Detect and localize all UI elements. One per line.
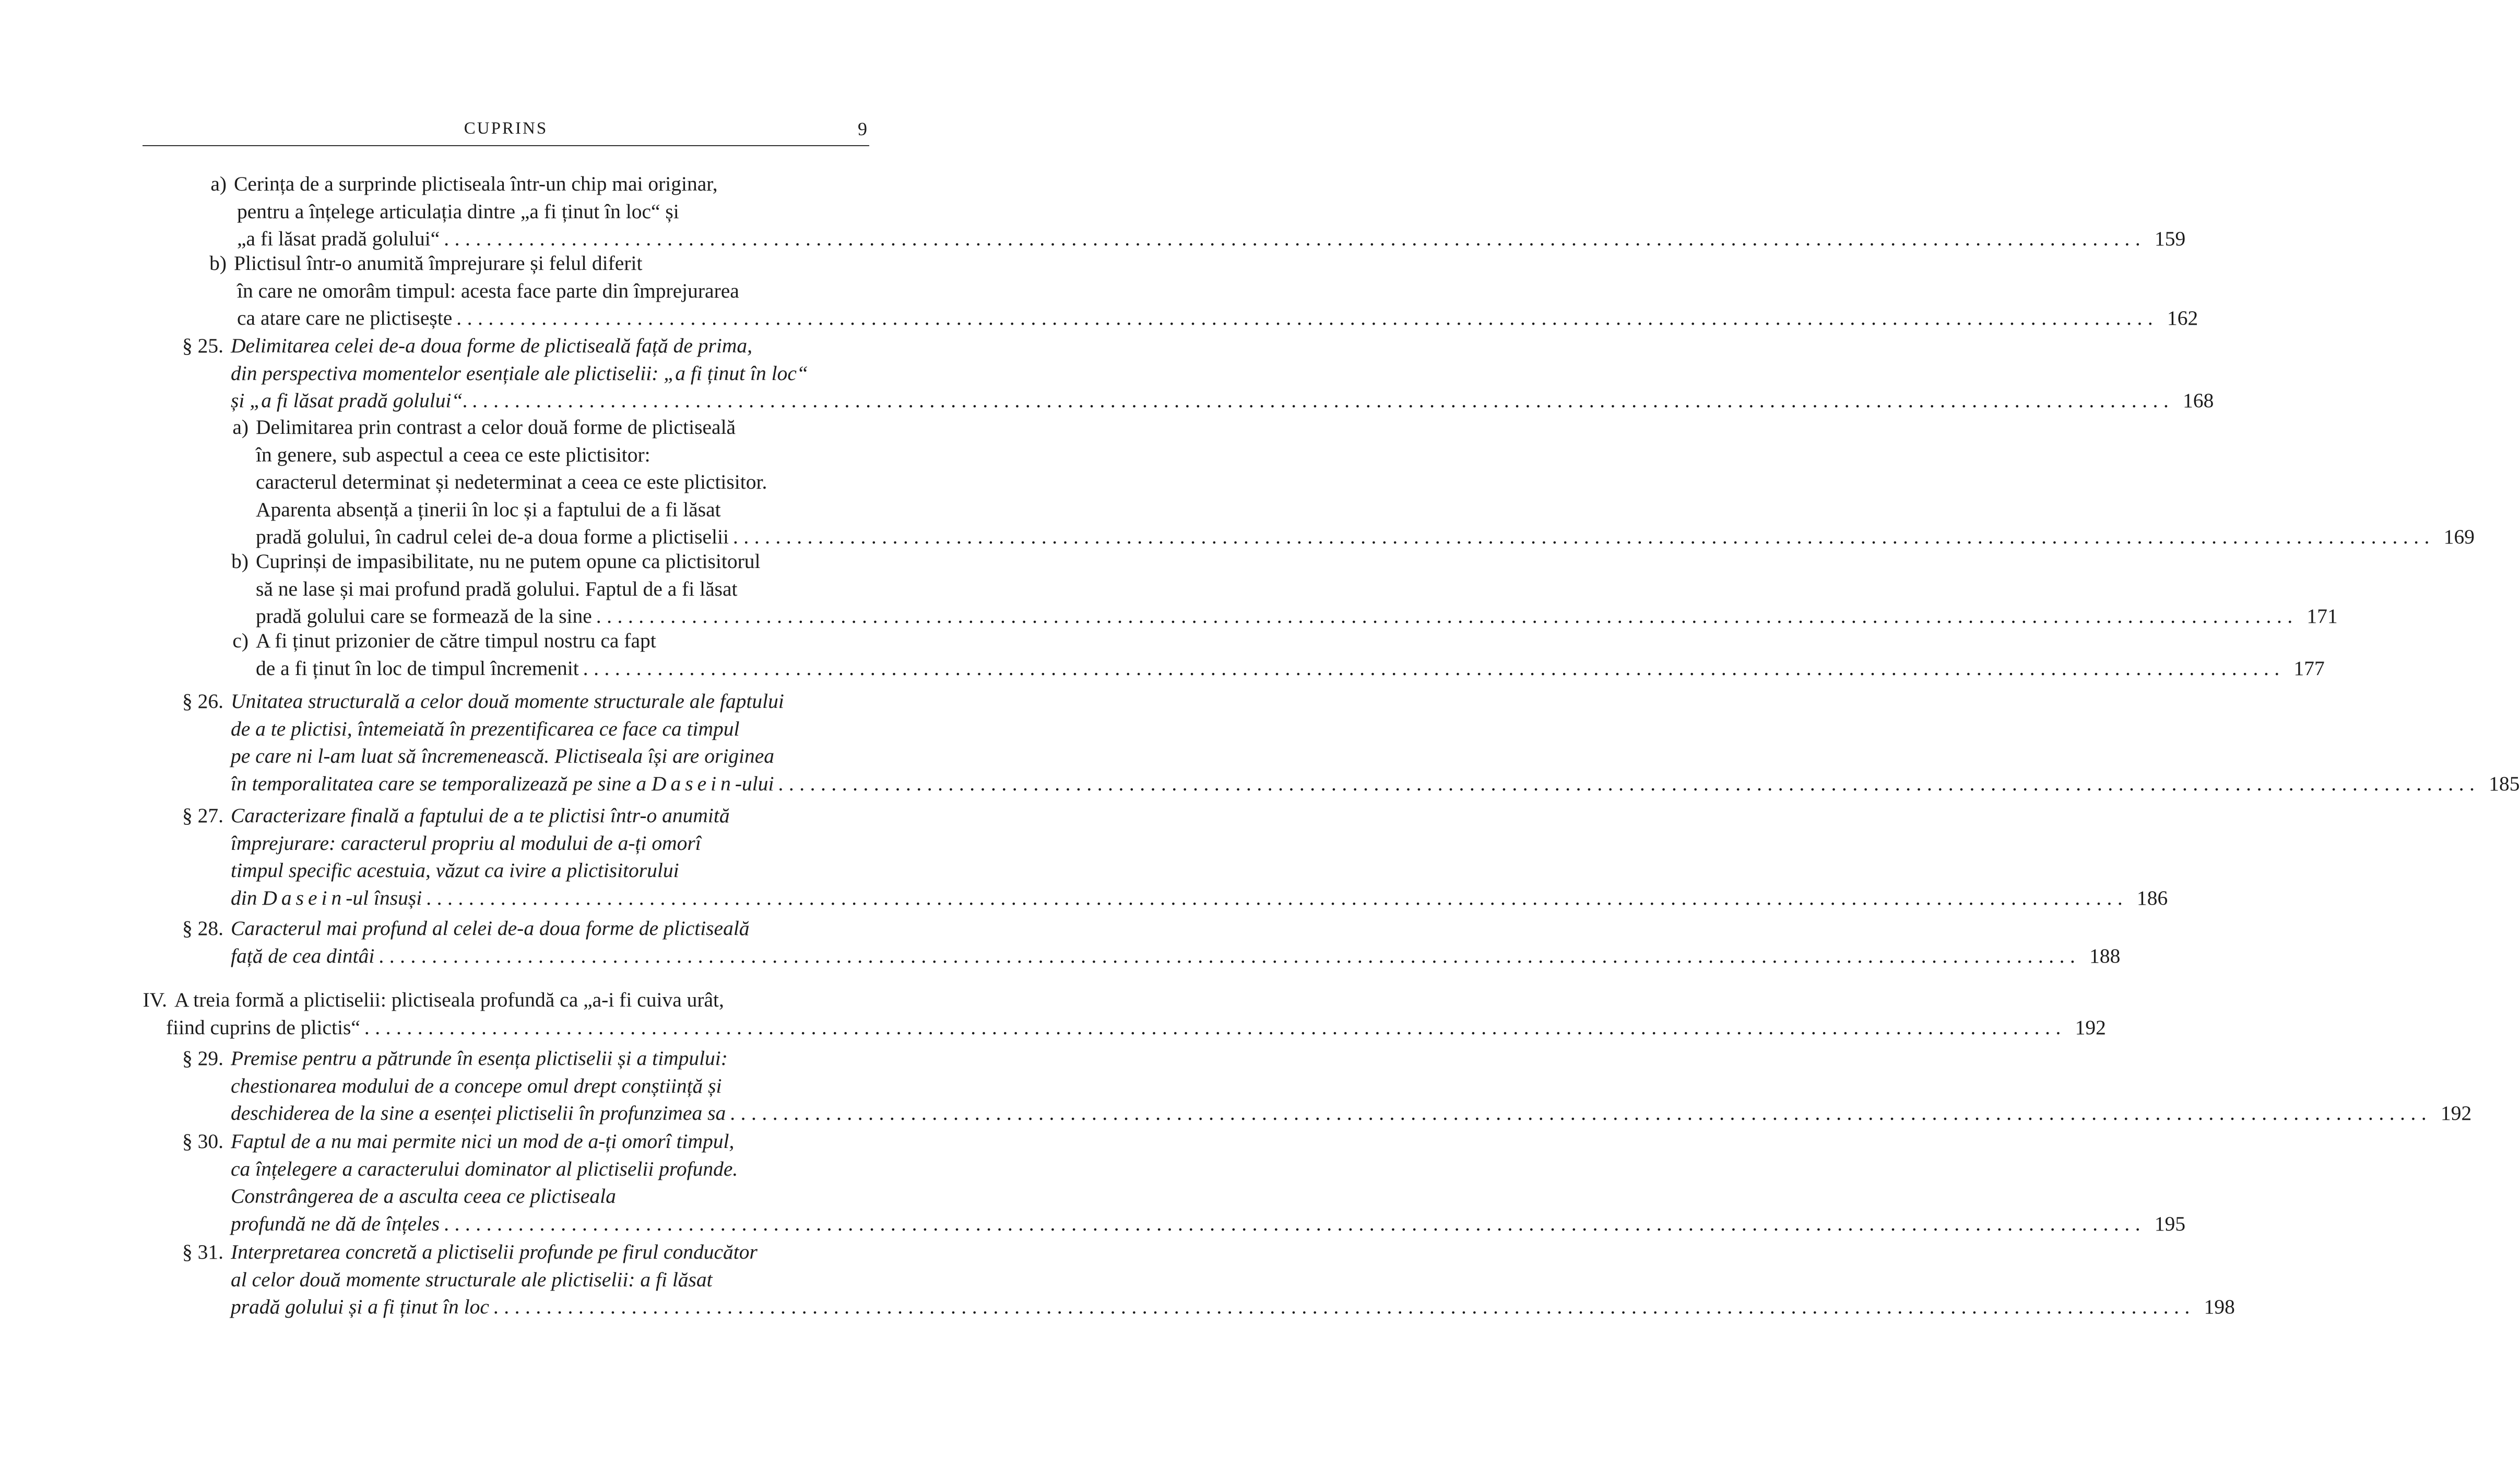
- toc-entry-text: Plictisul într-o anumită împrejurare și felul diferit: [234, 252, 643, 275]
- toc-line: [256, 575, 738, 602]
- toc-page-number: 185: [2489, 772, 2520, 795]
- toc-page-number: 159: [2155, 227, 2186, 251]
- toc-line: [231, 942, 2121, 969]
- toc-line: [256, 441, 650, 468]
- toc-entry-suffix: -ului: [735, 772, 774, 795]
- dot-leader: ................................................................................................................................................................: [378, 944, 2081, 967]
- toc-entry-number: b): [231, 550, 249, 573]
- toc-entry-number: § 28.: [182, 917, 223, 940]
- dot-leader: ................................................................................................................................................................: [778, 772, 2480, 795]
- toc-entry-text: ca atare care ne plictisește: [237, 306, 453, 330]
- toc-line: [231, 387, 2214, 414]
- toc-line: [182, 1128, 735, 1155]
- dot-leader: ................................................................................................................................................................: [732, 525, 2435, 549]
- toc-page-number: 192: [2440, 1102, 2472, 1125]
- running-header: [143, 116, 869, 146]
- page-number: 9: [858, 119, 867, 139]
- toc-entry-text: Faptul de a nu mai permite nici un mod de a-ți omorî timpul,: [231, 1130, 735, 1153]
- toc-page-number: 188: [2089, 944, 2121, 967]
- toc-entry-text: „a fi lăsat pradă golului“: [237, 227, 440, 251]
- toc-page-number: 168: [2183, 389, 2214, 412]
- dot-leader: ................................................................................................................................................................: [493, 1295, 2195, 1319]
- toc-entry-text: caracterul determinat și nedeterminat a ceea ce este plictisitor.: [256, 470, 767, 494]
- toc-line: [256, 602, 2338, 630]
- toc-entry-text: Interpretarea concretă a plictiselii profunde pe firul conducător: [231, 1240, 758, 1263]
- toc-entry-text: pe care ni l-am luat să încremenească. Plictiseala își are originea: [231, 744, 775, 768]
- toc-line: [231, 1266, 713, 1293]
- toc-line: [166, 1014, 2106, 1041]
- toc-entry-text: Caracterul mai profund al celei de-a doua forme de plictiseală: [231, 917, 750, 940]
- toc-entry-text: A treia formă a plictiselii: plictiseala profundă ca „a-i fi cuiva urât,: [174, 988, 724, 1011]
- toc-page-number: 177: [2293, 656, 2325, 680]
- toc-entry-number: § 30.: [182, 1130, 223, 1153]
- toc-entry-text: Aparenta absență a ținerii în loc și a faptului de a fi lăsat: [256, 498, 721, 521]
- toc-entry-number: b): [209, 252, 227, 275]
- toc-entry-text: pradă golului care se formează de la sine: [256, 605, 592, 628]
- dot-leader: ................................................................................................................................................................: [583, 656, 2285, 680]
- dot-leader: ................................................................................................................................................................: [730, 1102, 2432, 1125]
- toc-line: [232, 413, 736, 441]
- toc-line: [231, 1072, 722, 1099]
- toc-line: [237, 198, 679, 225]
- toc-entry-text: timpul specific acestuia, văzut ca ivire a plictisitorului: [231, 859, 679, 882]
- toc-line: [231, 830, 701, 857]
- dot-leader: ................................................................................................................................................................: [444, 227, 2146, 251]
- toc-line: [182, 1238, 758, 1265]
- dasein-term: Dasein: [262, 886, 346, 909]
- toc-entry-text: față de cea dintâi: [231, 944, 375, 967]
- toc-line: [182, 332, 752, 359]
- toc-entry-text: Unitatea structurală a celor două momente structurale ale faptului: [231, 690, 784, 713]
- toc-page-number: 162: [2167, 306, 2198, 330]
- toc-line: [182, 688, 784, 715]
- toc-line: [256, 655, 2325, 682]
- toc-entry-text: din: [231, 886, 257, 909]
- toc-entry-number: c): [232, 629, 249, 652]
- dot-leader: ................................................................................................................................................................: [456, 306, 2159, 330]
- toc-entry-number: § 26.: [182, 690, 223, 713]
- toc-line: [231, 548, 761, 575]
- toc-entry-text: de a te plictisi, întemeiată în prezentificarea ce face ca timpul: [231, 717, 740, 740]
- toc-entry-text: și „a fi lăsat pradă golului“.: [231, 389, 468, 412]
- toc-entry-suffix: -ul însuși: [346, 886, 422, 909]
- toc-line: [231, 1293, 2235, 1320]
- toc-line: [231, 770, 2520, 797]
- toc-entry-text: profundă ne dă de înțeles: [231, 1212, 440, 1235]
- toc-line: [237, 225, 2186, 252]
- toc-page-number: 192: [2075, 1015, 2106, 1039]
- toc-line: [231, 715, 739, 742]
- toc-line: [231, 1210, 2186, 1237]
- toc-entry-number: a): [210, 172, 227, 195]
- toc-entry-text: fiind cuprins de plictis“: [166, 1015, 360, 1039]
- dasein-term: Dasein: [651, 772, 735, 795]
- toc-entry-number: § 31.: [182, 1240, 223, 1263]
- toc-entry-number: § 25.: [182, 334, 223, 357]
- toc-line: [256, 523, 2475, 550]
- toc-entry-text: chestionarea modului de a concepe omul drept conștiință și: [231, 1074, 722, 1097]
- toc-entry-text: din perspectiva momentelor esențiale ale plictiselii: „a fi ținut în loc“: [231, 361, 808, 385]
- toc-line: [182, 915, 750, 942]
- toc-entry-text: pentru a înțelege articulația dintre „a fi ținut în loc“ și: [237, 199, 679, 223]
- dot-leader: ................................................................................................................................................................: [364, 1015, 2066, 1039]
- toc-entry-text: să ne lase și mai profund pradă golului. Faptul de a fi lăsat: [256, 577, 738, 600]
- toc-line: [231, 857, 679, 884]
- toc-entry-text: Caracterizare finală a faptului de a te plictisi într-o anumită: [231, 804, 730, 827]
- toc-entry-text: al celor două momente structurale ale plictiselii: a fi lăsat: [231, 1268, 713, 1291]
- toc-page-number: 171: [2306, 605, 2338, 628]
- toc-entry-number: § 29.: [182, 1047, 223, 1070]
- toc-entry-text: în genere, sub aspectul a ceea ce este plictisitor:: [256, 443, 650, 466]
- running-title: CUPRINS: [464, 119, 548, 138]
- toc-entry-text: în temporalitatea care se temporalizează pe sine a: [231, 772, 647, 795]
- toc-line: [182, 802, 730, 829]
- toc-line: [232, 627, 656, 654]
- toc-line: [237, 304, 2198, 331]
- toc-entry-text: Cerința de a surprinde plictiseala într-un chip mai originar,: [234, 172, 718, 195]
- toc-line: [256, 468, 767, 495]
- toc-entry-text: pradă golului, în cadrul celei de-a doua forme a plictiselii: [256, 525, 729, 549]
- toc-line: [143, 986, 724, 1013]
- toc-entry-text: ca înțelegere a caracterului dominator al plictiselii profunde.: [231, 1157, 738, 1180]
- toc-entry-text: Cuprinși de impasibilitate, nu ne putem opune ca plictisitorul: [256, 550, 761, 573]
- dot-leader: ................................................................................................................................................................: [444, 1212, 2146, 1235]
- toc-line: [231, 884, 2168, 911]
- toc-entry-text: Delimitarea celei de-a doua forme de plictiseală față de prima,: [231, 334, 752, 357]
- toc-line: [231, 360, 808, 387]
- toc-entry-text: Premise pentru a pătrunde în esența plictiselii și a timpului:: [231, 1047, 728, 1070]
- toc-line: [210, 170, 718, 197]
- toc-line: [237, 277, 739, 304]
- toc-line: [256, 496, 721, 523]
- toc-page-number: 186: [2136, 886, 2168, 909]
- toc-entry-text: pradă golului și a fi ținut în loc: [231, 1295, 489, 1319]
- toc-entry-text-group: [231, 770, 774, 797]
- toc-entry-text: deschiderea de la sine a esenței plictiselii în profunzimea sa: [231, 1102, 726, 1125]
- dot-leader: ................................................................................................................................................................: [426, 886, 2128, 909]
- toc-line: [231, 1182, 616, 1210]
- toc-entry-text: Constrângerea de a asculta ceea ce plictiseala: [231, 1185, 616, 1208]
- toc-entry-text: în care ne omorâm timpul: acesta face parte din împrejurarea: [237, 279, 739, 302]
- toc-entry-number: § 27.: [182, 804, 223, 827]
- toc-line: [231, 742, 774, 769]
- toc-entry-number: IV.: [143, 988, 167, 1011]
- toc-line: [182, 1045, 728, 1072]
- toc-line: [231, 1099, 2472, 1127]
- toc-line: [231, 1155, 738, 1182]
- dot-leader: ................................................................................................................................................................: [472, 389, 2174, 412]
- toc-page-number: 169: [2443, 525, 2475, 549]
- toc-entry-number: a): [232, 416, 249, 439]
- toc-entry-text-group: [231, 884, 422, 911]
- toc-entry-text: de a fi ținut în loc de timpul încremenit: [256, 656, 579, 680]
- toc-page-number: 198: [2204, 1295, 2235, 1319]
- dot-leader: ................................................................................................................................................................: [596, 605, 2298, 628]
- toc-entry-text: Delimitarea prin contrast a celor două forme de plictiseală: [256, 416, 736, 439]
- toc-line: [209, 250, 643, 277]
- toc-page-number: 195: [2154, 1212, 2186, 1235]
- toc-entry-text: A fi ținut prizonier de către timpul nostru ca fapt: [256, 629, 656, 652]
- toc-entry-text: împrejurare: caracterul propriu al modului de a-ți omorî: [231, 831, 701, 855]
